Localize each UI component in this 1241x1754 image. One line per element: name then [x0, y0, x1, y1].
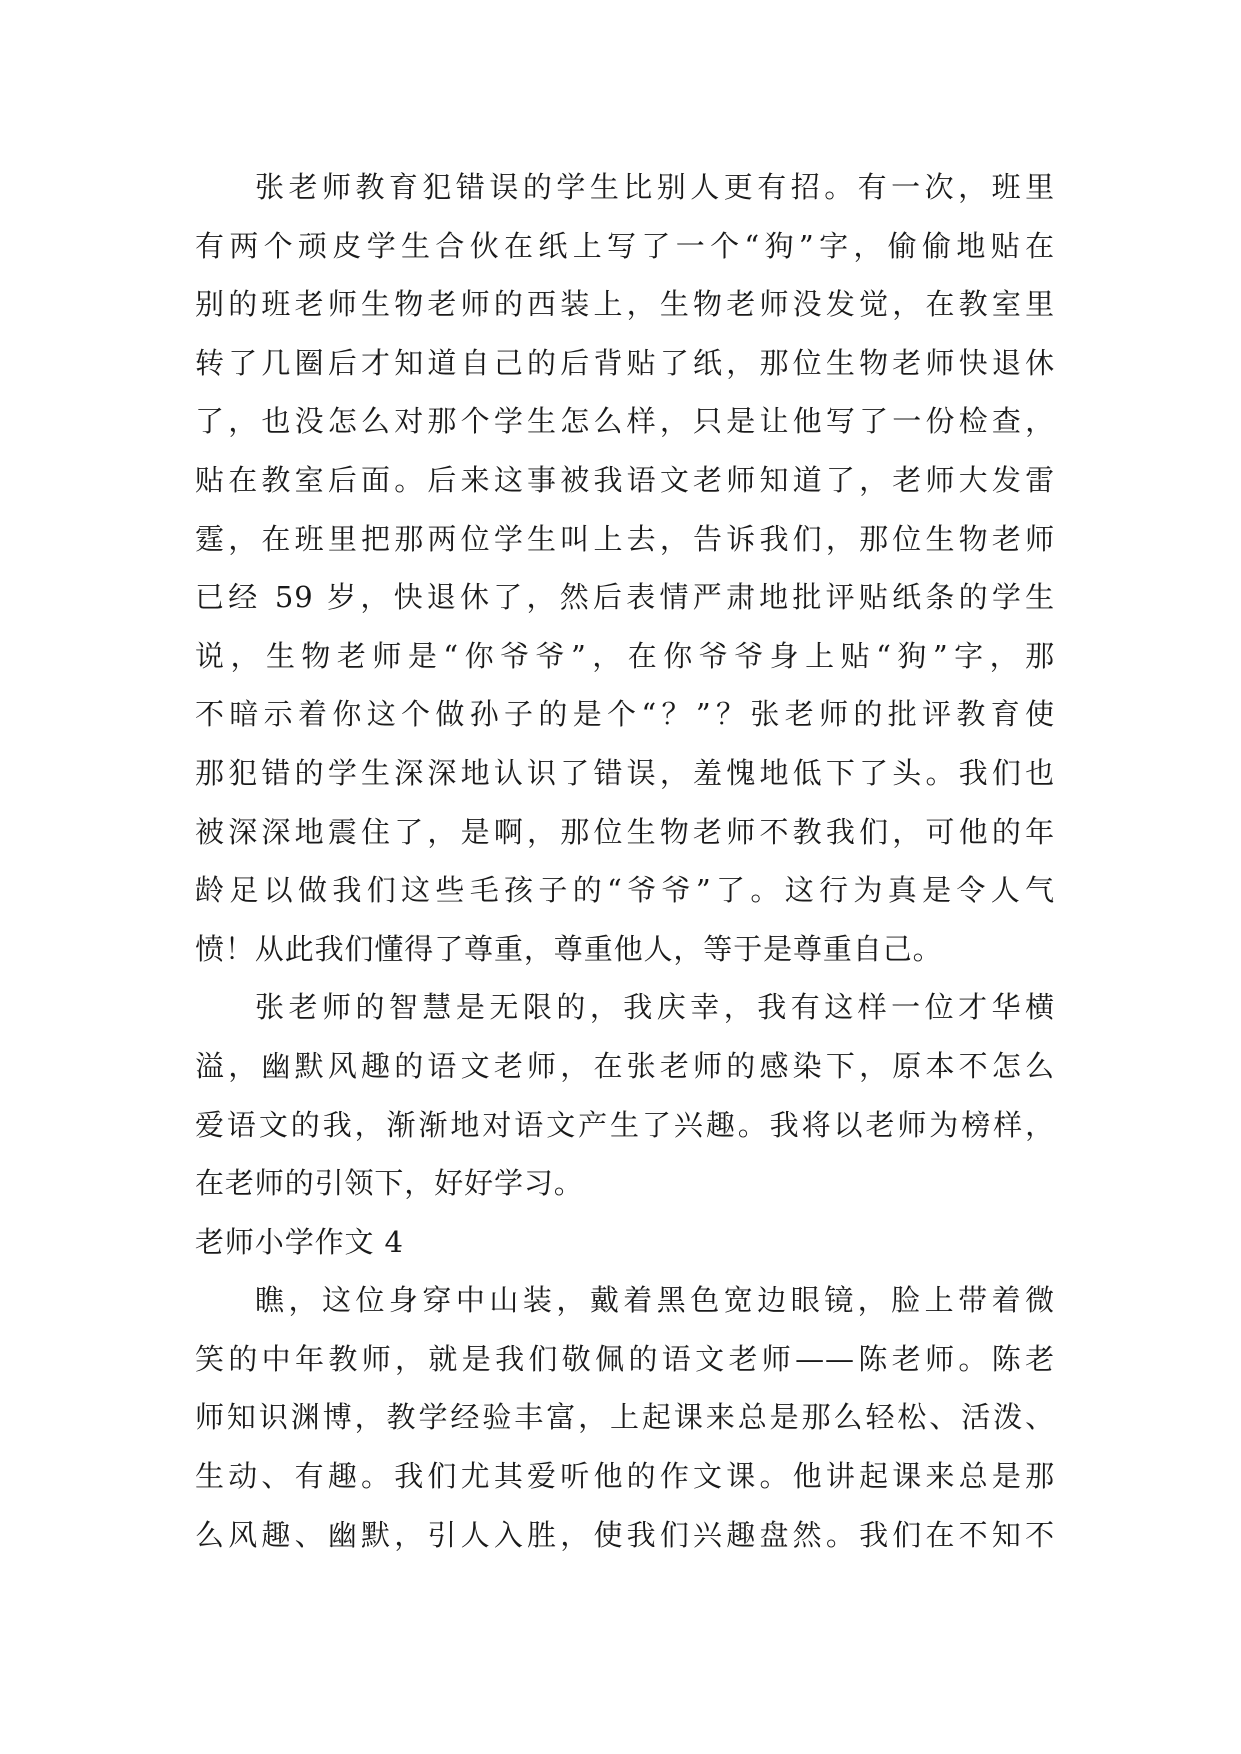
- paragraph-1: [195, 158, 1055, 978]
- text-line: 说，生物老师是“你爷爷”，在你爷爷身上贴“狗”字，那: [195, 638, 1055, 673]
- text-line: 被深深地震住了，是啊，那位生物老师不教我们，可他的年: [195, 814, 1055, 849]
- text-line: 爱语文的我，渐渐地对语文产生了兴趣。我将以老师为榜样，: [195, 1107, 1055, 1142]
- text-line: 溢，幽默风趣的语文老师，在张老师的感染下，原本不怎么: [195, 1048, 1055, 1083]
- text-line: 瞧，这位身穿中山装，戴着黑色宽边眼镜，脸上带着微: [255, 1283, 1055, 1318]
- text-line: 愤！从此我们懂得了尊重，尊重他人，等于是尊重自己。: [195, 931, 943, 966]
- text-line: 霆，在班里把那两位学生叫上去，告诉我们，那位生物老师: [195, 521, 1055, 556]
- text-line: 张老师教育犯错误的学生比别人更有招。有一次，班里: [255, 170, 1055, 204]
- text-line: 么风趣、幽默，引人入胜，使我们兴趣盘然。我们在不知不: [195, 1517, 1055, 1552]
- text-line: 龄足以做我们这些毛孩子的“爷爷”了。这行为真是令人气: [195, 873, 1055, 908]
- text-line: 有两个顽皮学生合伙在纸上写了一个“狗”字，偷偷地贴在: [195, 228, 1055, 263]
- text-line: 转了几圈后才知道自己的后背贴了纸，那位生物老师快退休: [195, 345, 1055, 380]
- text-line: 师知识渊博，教学经验丰富，上起课来总是那么轻松、活泼、: [195, 1400, 1055, 1435]
- text-line: 笑的中年教师，就是我们敬佩的语文老师——陈老师。陈老: [195, 1341, 1055, 1376]
- text-line: 不暗示着你这个做孙子的是个“？”？张老师的批评教育使: [195, 697, 1055, 732]
- document-body: [195, 158, 1055, 1564]
- text-line: 张老师的智慧是无限的，我庆幸，我有这样一位才华横: [255, 990, 1055, 1025]
- text-line: 在老师的引领下，好好学习。: [195, 1166, 584, 1201]
- paragraph-3: [195, 1271, 1055, 1564]
- text-line: 贴在教室后面。后来这事被我语文老师知道了，老师大发雷: [195, 462, 1055, 497]
- section-heading: 老师小学作文 4: [195, 1224, 404, 1259]
- text-line: 别的班老师生物老师的西装上，生物老师没发觉，在教室里: [195, 287, 1055, 322]
- text-line: 了，也没怎么对那个学生怎么样，只是让他写了一份检查，: [195, 404, 1055, 439]
- text-line: 已经 59 岁，快退休了，然后表情严肃地批评贴纸条的学生: [195, 580, 1055, 615]
- text-line: 那犯错的学生深深地认识了错误，羞愧地低下了头。我们也: [195, 755, 1055, 790]
- paragraph-2: [195, 978, 1055, 1212]
- text-line: 生动、有趣。我们尤其爱听他的作文课。他讲起课来总是那: [195, 1459, 1055, 1494]
